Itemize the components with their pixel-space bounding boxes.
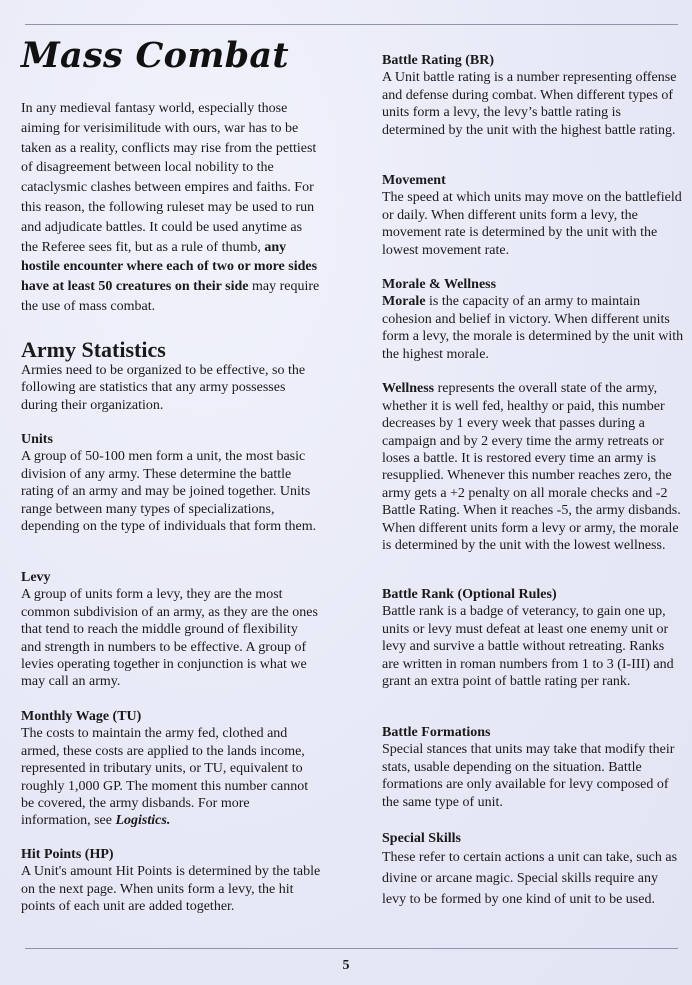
section-monthly-wage [21,708,321,830]
battle-formations-heading: Battle Formations [382,725,491,740]
wellness-term: Wellness [382,381,435,397]
battle-rank-text: Battle rank is a badge of veterancy, to gain one up, units or levy must defeat at least one enemy unit or levy and survive a battle without retreating. Ranks are written in roman numbers from 1 to 3 (I-III) and grant an extra point of battle rating per rank. [382,604,674,690]
section-battle-formations [382,724,684,811]
battle-formations-text: Special stances that units may take that modify their stats, usable depending on the situation. Battle formations are only available for levy composed of the same type of unit. [382,742,675,810]
special-skills-text: These refer to certain actions a unit can take, such as divine or arcane magic. Special skills require any levy to be formed by one kind of unit to be used. [382,850,678,908]
section-battle-rank [382,586,684,690]
monthly-wage-paragraph [21,725,321,829]
morale-paragraph [382,293,684,363]
movement-text: The speed at which units may move on the battlefield or daily. When different units form a levy, the movement rate is determined by the unit with the lowest movement rate. [382,190,682,258]
wellness-paragraph [382,380,684,554]
hit-points-text: A Unit's amount Hit Points is determined by the table on the next page. When units form a levy, the hit points of each unit are added together. [21,864,321,915]
monthly-wage-heading: Monthly Wage (TU) [21,709,142,724]
top-rule [25,24,678,25]
units-text: A group of 50-100 men form a unit, the most basic division of any army. These determine the battle rating of an army and may be joined together. Units range between many types of specializations, depending on the type of individuals that form them. [21,449,317,535]
section-battle-rating [382,52,684,139]
morale-text: is the capacity of an army to maintain cohesion and belief in victory. When different units form a levy, the morale is determined by the unit with the highest morale. [382,294,684,362]
wellness-text: represents the overall state of the army, whether it is well fed, healthy or paid, this number decreases by 1 every week that passes during a campaign and by 2 every time the army retreats or loses a battle. It is restored every time an army is resupplied. Whenever this number reaches zero, the army gets a +2 penalty on all morale checks and -2 Battle Rating. When it reaches -5, the army disbands. When different units form a levy or army, the morale is determined by the unit with the lowest wellness. [382,381,681,554]
section-morale-wellness [382,276,684,554]
intro-text: In any medieval fantasy world, especially those aiming for verisimilitude with ours, war has to be taken as a reality, conflicts may rise from the pettiest of disagreement between local nobility to the cataclysmic clashes between empires and faiths. For this reason, the following ruleset may be used to run and adjudicate battles. It could be used anytime as the Referee sees fit, but as a rule of thumb, [21,101,317,255]
battle-rating-heading: Battle Rating (BR) [382,53,494,68]
levy-heading: Levy [21,570,51,585]
section-movement [382,172,684,259]
intro-paragraph [21,99,321,317]
section-levy [21,569,321,691]
battle-rating-text: A Unit battle rating is a number representing offense and defense during combat. When different types of units form a levy, the levy’s battle rating is determined by the unit with the highest battle rating. [382,70,677,138]
page-number: 5 [342,958,350,973]
movement-heading: Movement [382,173,446,188]
logistics-link[interactable]: Logistics. [115,813,171,829]
army-statistics-text: Armies need to be organized to be effective, so the following are statistics that any army possesses during their organization. [21,363,306,413]
monthly-wage-text: The costs to maintain the army fed, clothed and armed, these costs are applied to the lands income, represented in tributary units, or TU, equivalent to roughly 1,000 GP. The moment this number cannot be covered, the army disbands. For more information, see [21,726,309,829]
hit-points-heading: Hit Points (HP) [21,847,114,862]
battle-rank-heading: Battle Rank (Optional Rules) [382,587,557,602]
army-statistics-heading: Army Statistics [21,337,166,362]
intro-text-end: may require the use of mass combat. [21,279,320,314]
section-army-statistics [21,338,321,414]
special-skills-heading: Special Skills [382,831,461,846]
bottom-rule [25,948,678,949]
page-title: Mass Combat [21,35,289,76]
section-hit-points [21,846,321,916]
units-heading: Units [21,432,53,447]
levy-text: A group of units form a levy, they are the most common subdivision of an army, as they are the ones that tend to reach the middle ground of flexibility and strength in numbers to be effective. A group of levies operating together in conjunction is what we may call an army. [21,587,318,690]
morale-term: Morale [382,294,426,310]
section-units [21,431,321,535]
morale-wellness-heading: Morale & Wellness [382,277,497,292]
intro-bold-text: any hostile encounter where each of two or more sides have at least 50 creatures on their side [21,239,318,295]
section-special-skills [382,830,684,910]
